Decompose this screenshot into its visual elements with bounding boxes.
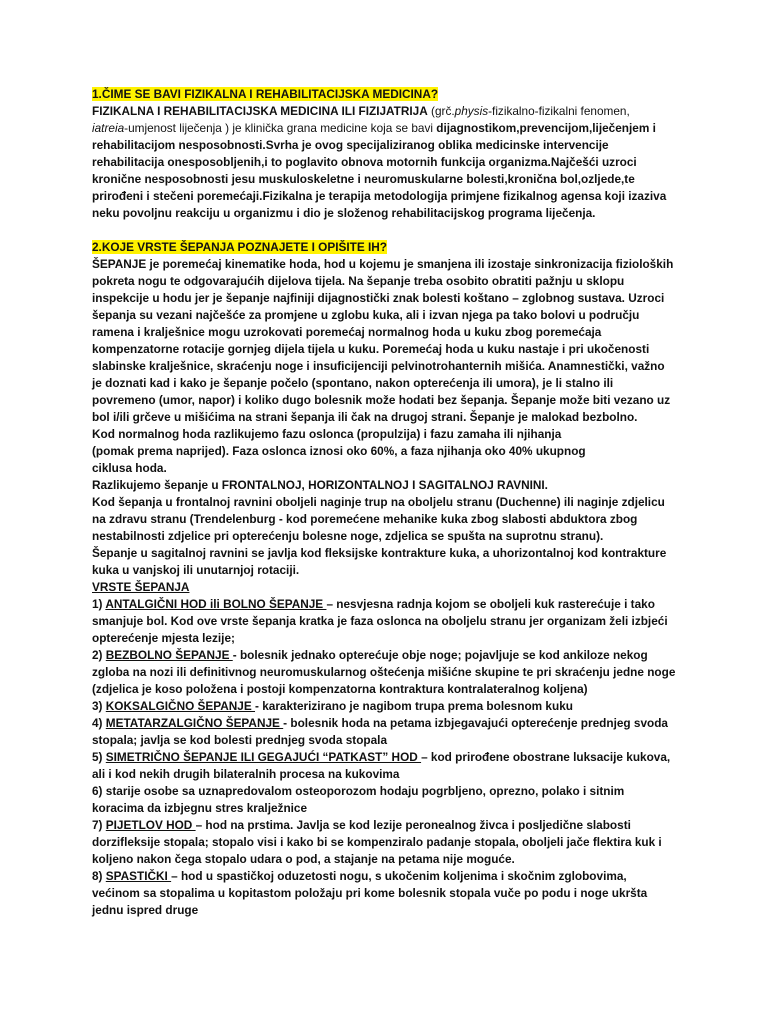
limp-type-3 <box>92 698 677 715</box>
frontal-paragraph: Kod šepanja u frontalnoj ravnini oboljeli naginje trup na oboljelu stranu (Duchenne) ili naginje zdjelicu na zdravu stranu (Trendelenburg - kod poremećene mehanike kuka zbog slabosti abduktora zbog nestabilnosti zdjelice pri opterećenju bolesne noge, zdjelica se spušta na suprotnu stranu). <box>92 495 665 543</box>
limp-type-text: – hod u spastičkoj oduzetosti nogu, s ukočenim koljenima i skočnim zglobovima, većinom sa stopalima u kopitastom položaju pri kome bolesnik stopala vuče po podu i noge ukršta jednu ispred druge <box>92 869 648 917</box>
limp-type-term: KOKSALGIČNO ŠEPANJE <box>105 699 256 713</box>
limp-type-8 <box>92 868 677 919</box>
limp-type-4 <box>92 715 677 749</box>
section-1-paragraph <box>92 103 677 222</box>
types-title: VRSTE ŠEPANJA <box>92 580 190 594</box>
section-1-term: FIZIKALNA I REHABILITACIJSKA MEDICINA ILI FIZIJATRIJA <box>92 104 428 118</box>
limp-type-number: 5) <box>92 750 106 764</box>
limp-type-text: starije osobe sa uznapredovalom osteoporozom hodaju pogrbljeno, oprezno, polako i sitnim koracima da izbjegnu stres kralježnice <box>92 784 625 815</box>
section-2-heading-highlight: 2.KOJE VRSTE ŠEPANJA POZNAJETE I OPIŠITE IH? <box>92 240 387 254</box>
document-page <box>92 86 677 919</box>
limp-type-term: ANTALGIČNI HOD ili BOLNO ŠEPANJE <box>105 597 327 611</box>
sagittal-paragraph: Šepanje u sagitalnoj ravnini se javlja kod fleksijske kontrakture kuka, a uhorizontalnoj kod kontrakture kuka u vanjskoj ili unutarnjoj rotaciji. <box>92 546 667 577</box>
limp-type-text: – hod na prstima. Javlja se kod lezije peronealnog živca i posljedične slabosti dorzifleksije stopala; stopalo visi i kako bi se kompenziralo padanje stopala, oboljeli jače flektira kuk i koljeno nakon čega stopalo udara o pod, a stajanje na petama nije moguće. <box>92 818 662 866</box>
limp-type-1 <box>92 596 677 647</box>
section-1-heading-highlight: 1.ČIME SE BAVI FIZIKALNA I REHABILITACIJSKA MEDICINA? <box>92 87 439 101</box>
section-1-text-b: -fizikalno-fizikalni fenomen, <box>488 104 630 118</box>
planes-line: Razlikujemo šepanje u FRONTALNOJ, HORIZONTALNOJ I SAGITALNOJ RAVNINI. <box>92 478 548 492</box>
gait-line-2: (pomak prema naprijed). Faza oslonca iznosi oko 60%, a faza njihanja oko 40% ukupnog <box>92 444 586 458</box>
limp-type-text: - bolesnik jednako opterećuje obje noge; pojavljuje se kod ankiloze nekog zgloba na nozi ili definitivnog neuromuskularnog oštećenja mišićne skupine te pri skraćenju jedne noge (zdjelica je koso položena i postoji kompenzatorna kontraktura kontralateralnog koljena) <box>92 648 676 696</box>
limp-type-number: 3) <box>92 699 106 713</box>
spacer <box>92 222 677 239</box>
limp-type-text: - karakterizirano je nagibom trupa prema bolesnom kuku <box>255 699 573 713</box>
limp-type-number: 6) <box>92 784 106 798</box>
section-1-text-c: -umjenost liječenja ) je klinička grana medicine koja se bavi <box>124 121 433 135</box>
limp-type-number: 4) <box>92 716 106 730</box>
section-1-text-a: (grč. <box>427 104 455 118</box>
limp-type-number: 2) <box>92 648 106 662</box>
limp-type-text: - bolesnik hoda na petama izbjegavajući opterećenje prednjeg svoda stopala; javlja se kod bolesti prednjeg svoda stopala <box>92 716 668 747</box>
limp-type-text: – kod prirođene obostrane luksacije kukova, ali i kod nekih drugih bilateralnih procesa na kukovima <box>92 750 671 781</box>
section-1-iatreia: iatreia <box>92 121 125 135</box>
gait-line-1: Kod normalnog hoda razlikujemo fazu oslonca (propulzija) i fazu zamaha ili njihanja <box>92 427 562 441</box>
limp-type-text: – nesvjesna radnja kojom se oboljeli kuk rasterećuje i tako smanjuje bol. Kod ove vrste šepanja kratka je faza oslonca na oboljelu stranu jer organizam želi izbjeći opterećenje mjesta lezije; <box>92 597 668 645</box>
limp-type-2 <box>92 647 677 698</box>
limp-type-7 <box>92 817 677 868</box>
limp-type-5 <box>92 749 677 783</box>
section-1-physis: physis <box>454 104 489 118</box>
section-2-intro: ŠEPANJE je poremećaj kinematike hoda, hod u kojemu je smanjena ili izostaje sinkronizacija fizioloških pokreta nogu te odgovarajućih dijelova tijela. Na šepanje treba osobito obratiti pažnju u sklopu inspekcije u hodu jer je šepanje najfiniji dijagnostički znak bolesti koštano – zglobnog sustava. Uzroci šepanja su vezani najčešće za promjene u zglobu kuka, ali i izvan njega pa tako bolovi u području ramena i kralješnice mogu uzrokovati poremećaj normalnog hoda u kuku zbog poremećaja kompenzatorne rotacije gornjeg dijela tijela u kuku. Poremećaj hoda u kuku nastaje i pri ukočenosti slabinske kralješnice, skraćenju noge i insuficijenciji pelvinotrohanternih mišića. Anamnestički, važno je doznati kad i kako je šepanje počelo (spontano, nakon opterećenja ili umora), je li stalno ili povremeno (umor, napor) i koliko dugo bolesnik može hodati bez šepanja. Šepanje može biti vezano uz bol i/ili grčeve u mišićima na strani šepanja ili čak na drugoj strani. Šepanje je malokad bezbolno. <box>92 257 674 424</box>
limp-type-number: 8) <box>92 869 106 883</box>
section-2-heading <box>92 239 677 256</box>
limp-type-term: PIJETLOV HOD <box>105 818 196 832</box>
limp-type-6 <box>92 783 677 817</box>
limp-type-number: 1) <box>92 597 106 611</box>
section-1-heading <box>92 86 677 103</box>
section-1-text-d: dijagnostikom,prevencijom,liječenjem i rehabilitacijom nesposobnosti.Svrha je ovog specijaliziranog oblika medicinske intervencije rehabilitacija onesposobljenih,i to poglavito obnova motornih funkcija organizma.Najčešći uzroci kronične nesposobnosti jesu muskuloskeletne i neuromuskularne bolesti,kronična bol,ozljede,te prirođeni i stečeni poremećaji.Fizikalna je terapija metodologija primjene fizikalnog agensa koji izaziva neku povoljnu reakciju u organizmu i dio je složenog rehabilitacijskog programa liječenja. <box>92 121 667 220</box>
limp-type-term: SIMETRIČNO ŠEPANJE ILI GEGAJUĆI “PATKAST” HOD <box>105 750 422 764</box>
gait-line-3: ciklusa hoda. <box>92 461 167 475</box>
limp-type-term: BEZBOLNO ŠEPANJE <box>105 648 233 662</box>
limp-type-number: 7) <box>92 818 106 832</box>
limp-type-term: METATARZALGIČNO ŠEPANJE <box>105 716 284 730</box>
limp-type-term: SPASTIČKI <box>105 869 172 883</box>
